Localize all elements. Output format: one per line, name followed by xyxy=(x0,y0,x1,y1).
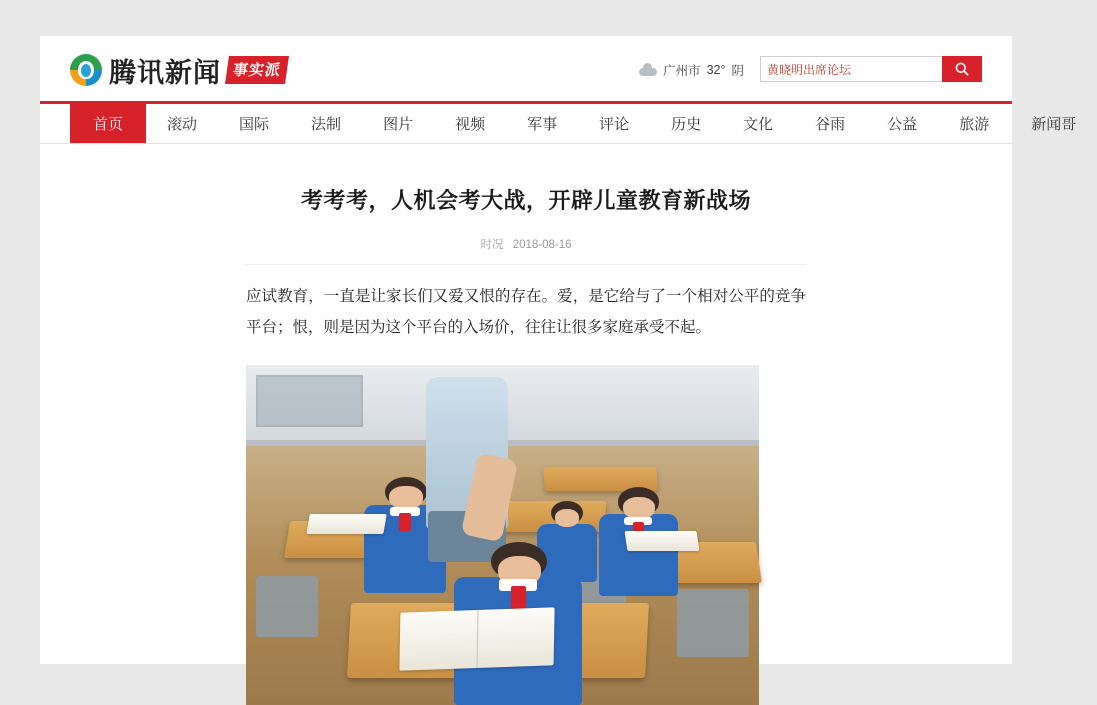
cloud-icon xyxy=(639,65,657,76)
site-logo-badge: 事实派 xyxy=(225,56,289,84)
news-page xyxy=(40,36,1077,664)
weather-widget[interactable] xyxy=(639,61,744,79)
nav-item-charity[interactable]: 公益 xyxy=(887,116,918,133)
search-icon xyxy=(948,61,976,77)
search-input[interactable] xyxy=(760,56,942,82)
nav-item-guyu[interactable]: 谷雨 xyxy=(815,116,846,133)
search-box xyxy=(760,56,982,82)
nav-item-culture[interactable]: 文化 xyxy=(743,116,774,133)
site-logo[interactable] xyxy=(70,50,287,90)
article-date: 2018-08-16 xyxy=(512,238,572,251)
nav-item-pictures[interactable]: 图片 xyxy=(383,116,414,133)
article-image xyxy=(246,365,759,705)
site-logo-text: 腾讯新闻 xyxy=(109,57,221,88)
article xyxy=(40,186,1012,705)
weather-condition: 阴 xyxy=(731,64,744,78)
search-button[interactable] xyxy=(942,56,982,82)
article-title: 考考考，人机会考大战，开辟儿童教育新战场 xyxy=(300,188,751,213)
article-meta xyxy=(246,236,806,265)
article-source: 时况 xyxy=(480,238,504,251)
nav-item-history[interactable]: 历史 xyxy=(671,116,702,133)
weather-temperature: 32° xyxy=(706,63,726,77)
tencent-news-logo-icon xyxy=(70,54,102,86)
main-nav xyxy=(40,104,1077,144)
nav-item-rolling[interactable]: 滚动 xyxy=(167,116,198,133)
nav-item-home[interactable]: 首页 xyxy=(70,104,146,143)
nav-item-international[interactable]: 国际 xyxy=(239,116,270,133)
weather-city: 广州市 xyxy=(663,64,701,78)
nav-item-newsbro[interactable]: 新闻哥 xyxy=(1031,116,1077,133)
article-paragraph: 应试教育，一直是让家长们又爱又恨的存在。爱，是它给与了一个相对公平的竞争平台；恨，则是因为这个平台的入场价，往往让很多家庭承受不起。 xyxy=(246,287,806,336)
site-header xyxy=(40,36,1012,104)
nav-item-military[interactable]: 军事 xyxy=(527,116,558,133)
nav-item-legal[interactable]: 法制 xyxy=(311,116,342,133)
nav-item-video[interactable]: 视频 xyxy=(455,116,486,133)
nav-item-comment[interactable]: 评论 xyxy=(599,116,630,133)
nav-item-travel[interactable]: 旅游 xyxy=(959,116,990,133)
